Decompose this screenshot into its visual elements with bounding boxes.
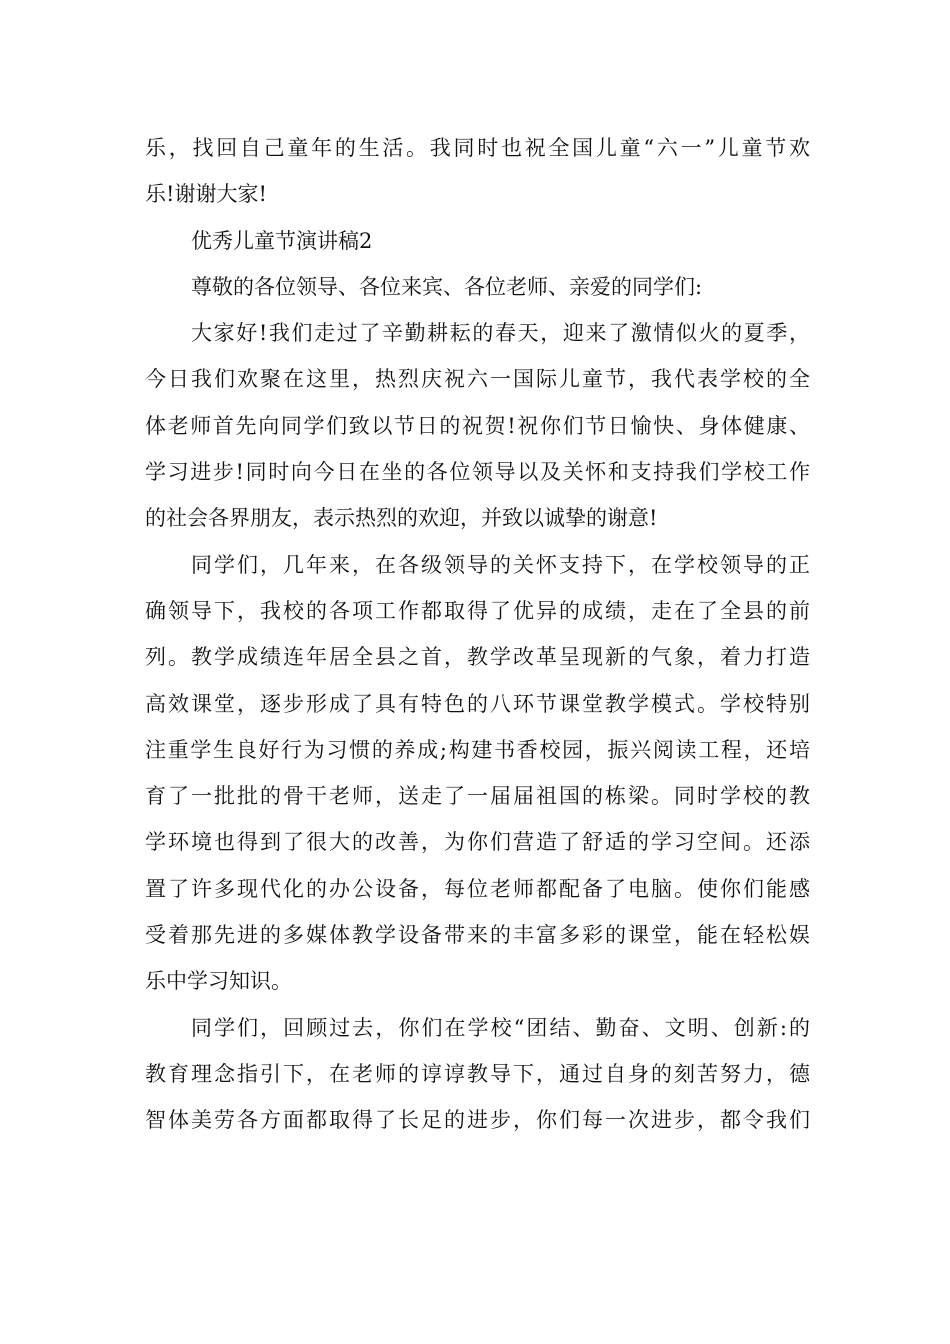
salutation: 尊敬的各位领导、各位来宾、各位老师、亲爱的同学们:: [191, 274, 703, 299]
text-line: 体老师首先向同学们致以节日的祝贺!祝你们节日愉快、身体健康、: [145, 413, 810, 438]
text-line: 置了许多现代化的办公设备，每位老师都配备了电脑。使你们能感: [145, 876, 810, 901]
section-heading: 优秀儿童节演讲稿2: [191, 228, 373, 253]
text-line: 乐!谢谢大家!: [145, 182, 267, 207]
text-line: 的社会各界朋友，表示热烈的欢迎，并致以诚挚的谢意!: [145, 506, 658, 531]
text-line: 列。教学成绩连年居全县之首，教学改革呈现新的气象，着力打造: [145, 645, 810, 670]
text-line: 教育理念指引下，在老师的谆谆教导下，通过自身的刻苦努力，德: [145, 1061, 810, 1086]
document-page: [145, 125, 810, 1144]
text-line: 大家好!我们走过了辛勤耕耘的春天，迎来了激情似火的夏季，: [191, 321, 810, 346]
text-line: 今日我们欢聚在这里，热烈庆祝六一国际儿童节，我代表学校的全: [145, 367, 810, 392]
text-line: 乐，找回自己童年的生活。我同时也祝全国儿童“六一”儿童节欢: [145, 136, 810, 160]
text-line: 乐中学习知识。: [145, 969, 292, 994]
text-line: 同学们，几年来，在各级领导的关怀支持下，在学校领导的正: [191, 552, 810, 577]
text-line: 学习进步!同时向今日在坐的各位领导以及关怀和支持我们学校工作: [145, 460, 810, 485]
text-line: 育了一批批的骨干老师，送走了一届届祖国的栋梁。同时学校的教: [145, 784, 810, 809]
text-line: 同学们，回顾过去，你们在学校“团结、勤奋、文明、创新:的: [191, 1015, 810, 1040]
text-line: 智体美劳各方面都取得了长足的进步，你们每一次进步，都令我们: [145, 1108, 810, 1133]
text-line: 注重学生良好行为习惯的养成;构建书香校园，振兴阅读工程，还培: [145, 737, 810, 762]
text-line: 受着那先进的多媒体教学设备带来的丰富多彩的课堂，能在轻松娱: [145, 923, 810, 948]
text-line: 高效课堂，逐步形成了具有特色的八环节课堂教学模式。学校特别: [145, 691, 810, 716]
text-line: 确领导下，我校的各项工作都取得了优异的成绩，走在了全县的前: [145, 598, 810, 623]
text-line: 学环境也得到了很大的改善，为你们营造了舒适的学习空间。还添: [145, 830, 810, 855]
